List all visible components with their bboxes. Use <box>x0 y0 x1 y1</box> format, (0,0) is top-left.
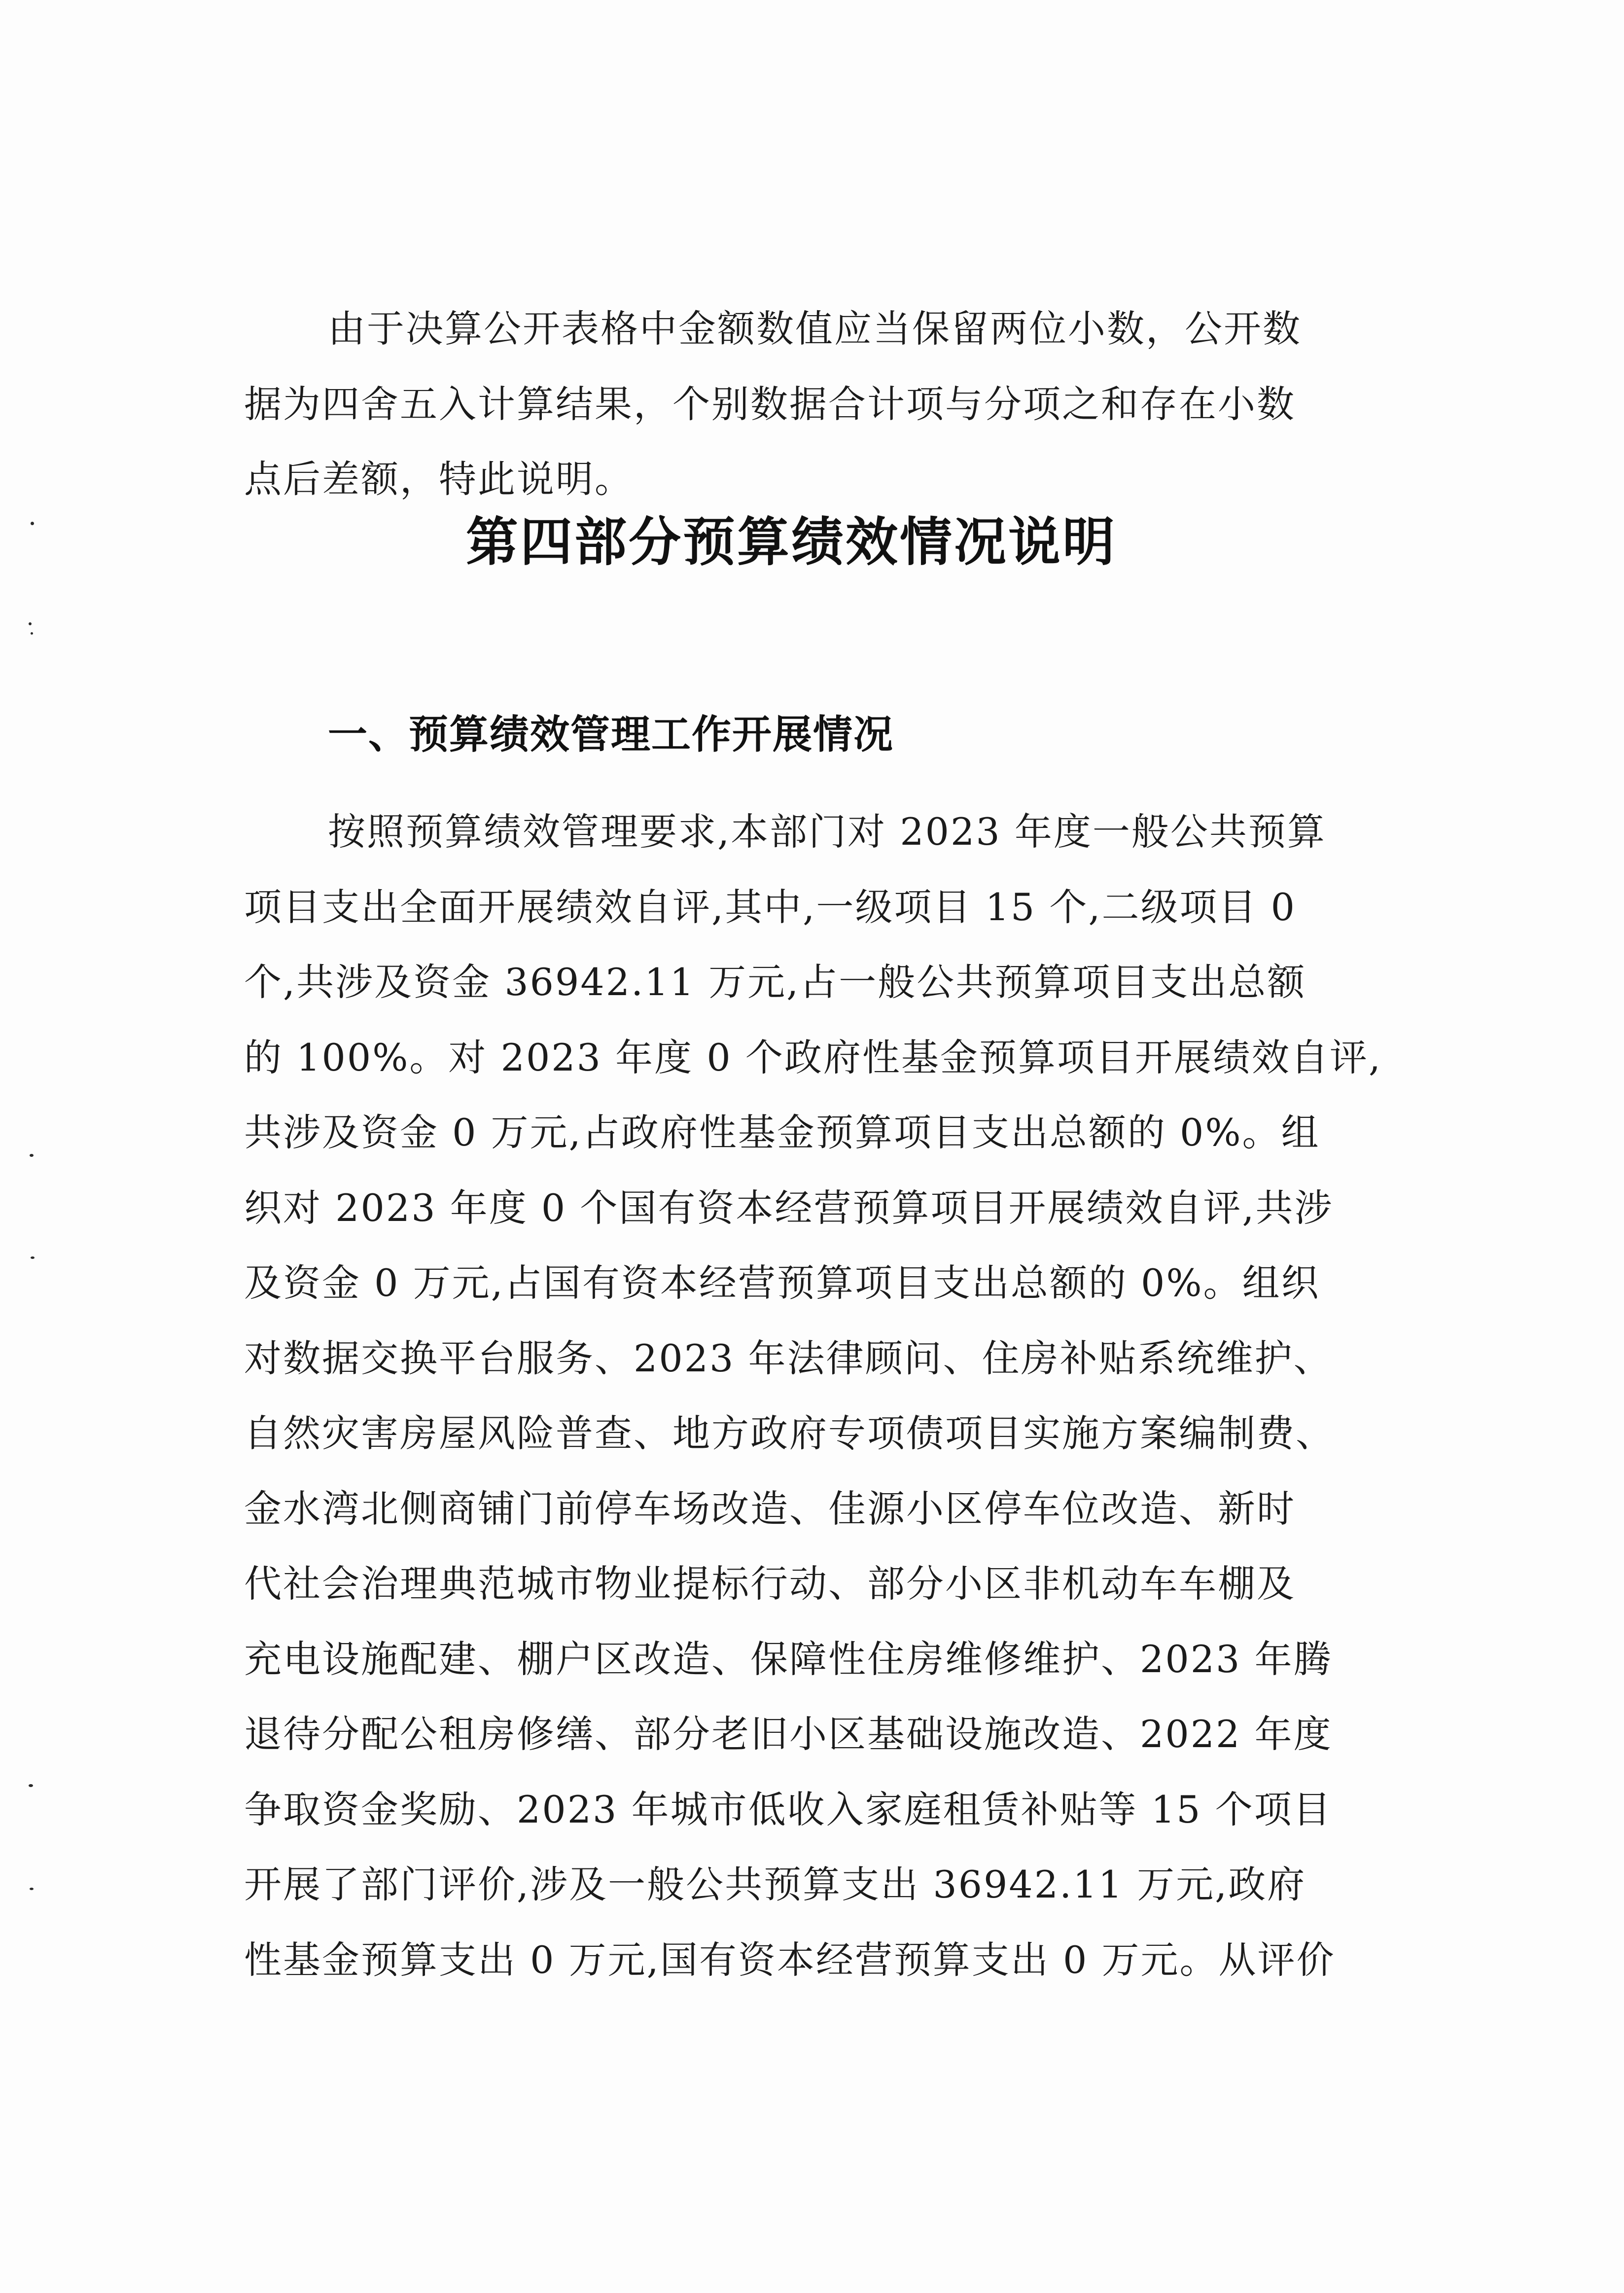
body-line-10: 金水湾北侧商铺门前停车场改造、佳源小区停车位改造、新时 <box>244 1487 1296 1531</box>
body-line-11: 代社会治理典范城市物业提标行动、部分小区非机动车车棚及 <box>244 1562 1296 1606</box>
body-line-9: 自然灾害房屋风险普查、地方政府专项债项目实施方案编制费、 <box>244 1411 1335 1455</box>
section-heading: 一、预算绩效管理工作开展情况 <box>328 712 894 757</box>
body-line-13: 退待分配公租房修缮、部分老旧小区基础设施改造、2022 年度 <box>244 1712 1333 1756</box>
body-line-4: 的 100%。对 2023 年度 0 个政府性基金预算项目开展绩效自评, <box>244 1036 1382 1079</box>
body-line-16: 性基金预算支出 0 万元,国有资本经营预算支出 0 万元。从评价 <box>244 1938 1336 1982</box>
body-line-12: 充电设施配建、棚户区改造、保障性住房维修维护、2023 年腾 <box>244 1637 1333 1681</box>
scan-speck <box>29 1784 33 1787</box>
body-line-7: 及资金 0 万元,占国有资本经营预算项目支出总额的 0%。组织 <box>244 1261 1320 1305</box>
intro-line-3: 点后差额，特此说明。 <box>244 457 634 501</box>
intro-line-1: 由于决算公开表格中金额数值应当保留两位小数，公开数 <box>328 307 1302 351</box>
scan-speck <box>31 1256 35 1259</box>
body-line-8: 对数据交换平台服务、2023 年法律顾问、住房补贴系统维护、 <box>244 1336 1333 1380</box>
part-title: 第四部分预算绩效情况说明 <box>466 512 1117 573</box>
intro-line-2: 据为四舍五入计算结果，个别数据合计项与分项之和存在小数 <box>244 382 1296 426</box>
scan-speck <box>30 1888 34 1890</box>
body-line-15: 开展了部门评价,涉及一般公共预算支出 36942.11 万元,政府 <box>244 1863 1306 1906</box>
scan-speck <box>29 622 32 625</box>
scan-speck <box>31 632 33 635</box>
body-line-5: 共涉及资金 0 万元,占政府性基金预算项目支出总额的 0%。组 <box>244 1111 1320 1154</box>
body-line-6: 织对 2023 年度 0 个国有资本经营预算项目开展绩效自评,共涉 <box>244 1186 1334 1230</box>
body-line-3: 个,共涉及资金 36942.11 万元,占一般公共预算项目支出总额 <box>244 960 1306 1004</box>
body-line-2: 项目支出全面开展绩效自评,其中,一级项目 15 个,二级项目 0 <box>244 885 1297 929</box>
body-line-14: 争取资金奖励、2023 年城市低收入家庭租赁补贴等 15 个项目 <box>244 1788 1332 1831</box>
scan-speck <box>31 522 34 525</box>
body-line-1: 按照预算绩效管理要求,本部门对 2023 年度一般公共预算 <box>328 810 1326 854</box>
scan-speck <box>30 1154 34 1157</box>
